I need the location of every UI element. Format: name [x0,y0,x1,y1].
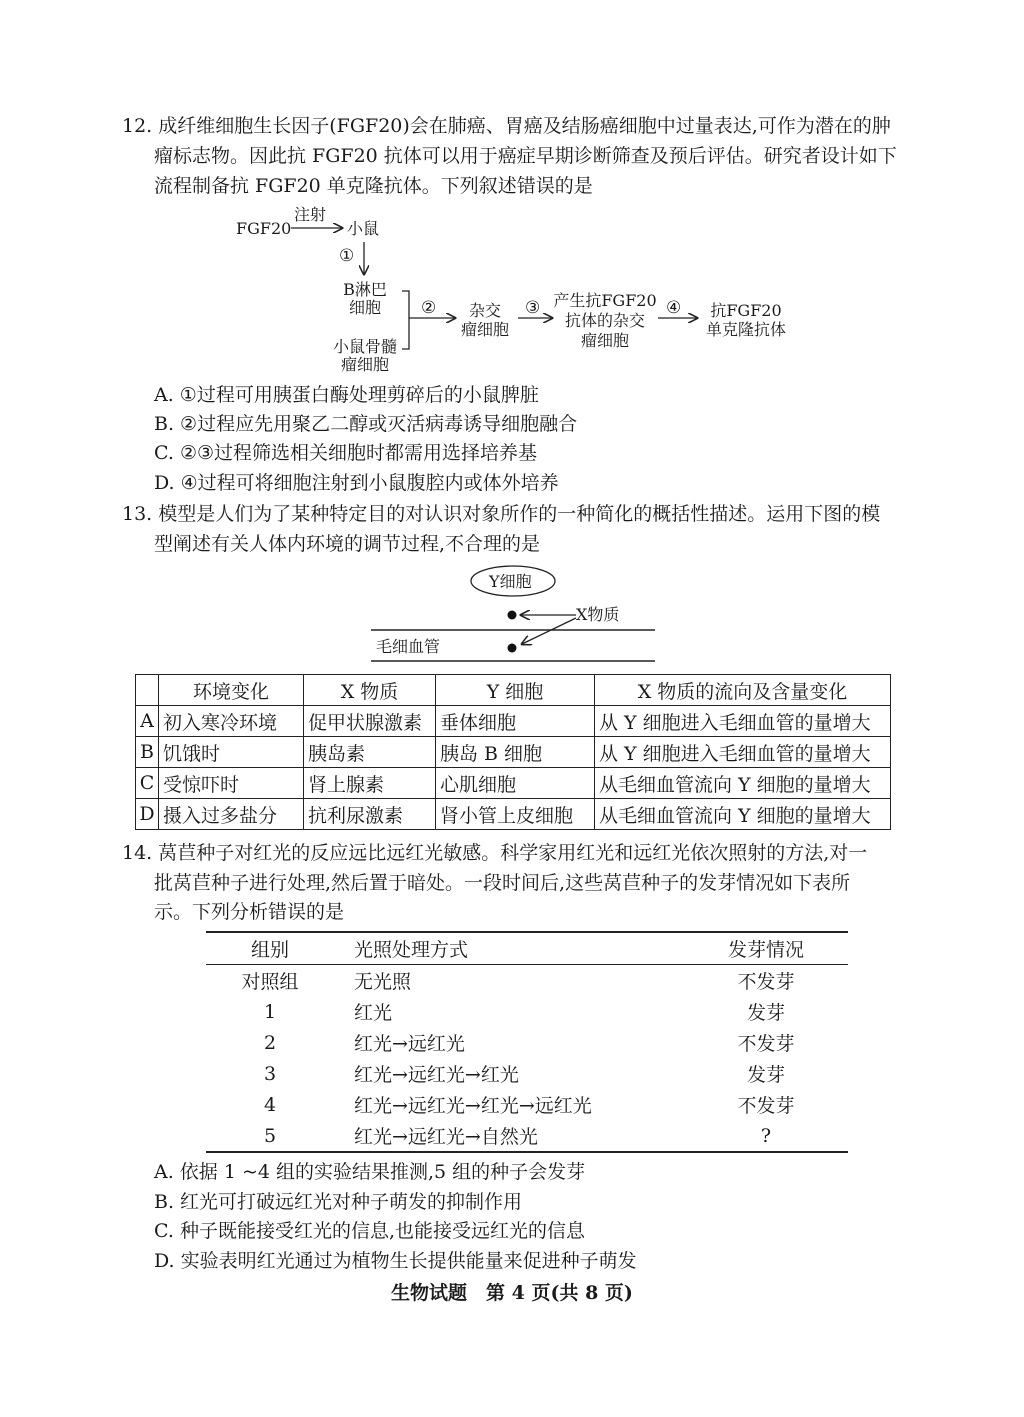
q12-option-a: A. ①过程可用胰蛋白酶处理剪碎后的小鼠脾脏 [154,384,539,406]
page-footer: 生物试题 第 4 页(共 8 页) [391,1282,633,1304]
table-cell: 促甲状腺激素 [304,706,436,737]
table-row [136,706,891,737]
germination-cell: 发芽 [746,1002,785,1024]
q12-stem-line-3: 流程制备抗 FGF20 单克隆抗体。下列叙述错误的是 [154,175,593,197]
q12-stem-line-2: 瘤标志物。因此抗 FGF20 抗体可以用于癌症早期诊断筛查及预后评估。研究者设计如下 [154,145,897,167]
header-cell: 发芽情况 [684,932,848,965]
header-cell: X 物质的流向及含量变化 [595,675,891,706]
table-cell: 从 Y 细胞进入毛细血管的量增大 [595,706,891,737]
q14-table [206,931,848,1153]
table-cell: 饥饿时 [159,737,304,768]
q14-option-c: C. 种子既能接受红光的信息,也能接受远红光的信息 [154,1220,585,1242]
q13-stem-line-1: 13. 模型是人们为了某种特定目的对认识对象所作的一种简化的概括性描述。运用下图的模 [122,503,881,525]
group-cell: 2 [263,1031,277,1054]
x-substance-dot-upper [508,611,517,620]
y-cell-label: Y细胞 [489,572,532,591]
row-label: B [136,737,159,768]
table-row [136,799,891,830]
table-row [206,1089,848,1120]
myeloma-label-2: 瘤细胞 [340,355,389,374]
light-treatment-cell: 红光→远红光→红光 [354,1064,519,1086]
positive-hybridoma-label-1: 产生抗FGF20 [553,291,657,310]
fgf20-label: FGF20 [236,219,292,238]
hybridoma-label-2: 瘤细胞 [460,320,509,339]
group-cell: 对照组 [241,971,299,993]
table-row [206,1058,848,1089]
hybridoma-label-1: 杂交 [468,301,501,320]
light-treatment-cell: 红光→远红光 [354,1033,465,1055]
header-cell: 环境变化 [159,675,304,706]
row-label: D [136,799,159,830]
group-cell: 5 [206,1120,334,1152]
positive-hybridoma-label-3: 瘤细胞 [580,331,629,350]
table-cell: 从毛细血管流向 Y 细胞的量增大 [595,799,891,830]
step2-label: ② [421,298,437,318]
table-cell: 垂体细胞 [436,706,595,737]
step1-label: ① [339,246,355,266]
q14-stem-line-2: 批莴苣种子进行处理,然后置于暗处。一段时间后,这些莴苣种子的发芽情况如下表所 [154,872,851,894]
q12-stem-line-1: 12. 成纤维细胞生长因子(FGF20)会在肺癌、胃癌及结肠癌细胞中过量表达,可作为潜在的肿 [122,115,891,137]
table-row [206,965,848,997]
row-label: A [136,706,159,737]
mouse-label: 小鼠 [347,219,380,238]
antibody-label-1: 抗FGF20 [710,301,782,320]
light-treatment-cell: 红光 [354,1002,393,1024]
germination-cell: 不发芽 [737,1095,795,1117]
group-cell: 3 [263,1062,277,1085]
q13-table [135,674,891,830]
table-row [206,996,848,1027]
table-row [136,768,891,799]
q12-option-b: B. ②过程应先用聚乙二醇或灭活病毒诱导细胞融合 [154,413,578,435]
q14-option-d: D. 实验表明红光通过为植物生长提供能量来促进种子萌发 [154,1250,637,1272]
germination-cell: ? [684,1120,848,1152]
row-label: C [136,768,159,799]
header-cell: 组别 [206,932,334,965]
group-cell: 4 [263,1093,277,1116]
table-cell: 从 Y 细胞进入毛细血管的量增大 [595,737,891,768]
q12-option-d: D. ④过程可将细胞注射到小鼠腹腔内或体外培养 [154,472,559,494]
table-cell: 初入寒冷环境 [159,706,304,737]
header-cell: 光照处理方式 [334,932,684,965]
table-cell: 肾上腺素 [304,768,436,799]
table-cell: 受惊吓时 [159,768,304,799]
table-cell: 胰岛 B 细胞 [436,737,595,768]
step3-label: ③ [525,298,541,318]
table-row [136,737,891,768]
q14-option-a: A. 依据 1 ~4 组的实验结果推测,5 组的种子会发芽 [154,1161,586,1183]
antibody-label-2: 单克隆抗体 [705,320,786,339]
q14-option-b: B. 红光可打破远红光对种子萌发的抑制作用 [154,1191,523,1213]
q14-stem-line-1: 14. 莴苣种子对红光的反应远比远红光敏感。科学家用红光和远红光依次照射的方法,对一 [122,842,868,864]
germination-cell: 不发芽 [737,1033,795,1055]
table-header-row [206,932,848,965]
table-cell: 抗利尿激素 [304,799,436,830]
q13-stem-line-2: 型阐述有关人体内环境的调节过程,不合理的是 [154,533,541,555]
inject-label: 注射 [294,205,327,224]
header-cell: Y 细胞 [436,675,595,706]
b-cell-label-2: 细胞 [348,298,381,317]
light-treatment-cell: 无光照 [354,971,412,993]
positive-hybridoma-label-2: 抗体的杂交 [564,311,645,330]
q12-option-c: C. ②③过程筛选相关细胞时都需用选择培养基 [154,442,538,464]
light-treatment-cell: 红光→远红光→红光→远红光 [354,1095,592,1117]
b-cell-label-1: B淋巴 [343,280,387,299]
header-cell: X 物质 [304,675,436,706]
myeloma-label-1: 小鼠骨髓 [332,337,397,356]
q14-stem-line-3: 示。下列分析错误的是 [154,901,345,923]
table-cell: 肾小管上皮细胞 [436,799,595,830]
light-treatment-cell: 红光→远红光→自然光 [334,1120,684,1152]
table-header-row [136,675,891,706]
capillary-label: 毛细血管 [376,637,441,656]
germination-cell: 发芽 [746,1064,785,1086]
header-cell [136,675,159,706]
table-cell: 胰岛素 [304,737,436,768]
x-to-lower-arrow [522,618,576,644]
step4-label: ④ [666,298,682,318]
table-row [206,1120,848,1152]
table-cell: 摄入过多盐分 [159,799,304,830]
x-substance-dot-lower [508,644,517,653]
group-cell: 1 [263,1000,277,1023]
table-cell: 从毛细血管流向 Y 细胞的量增大 [595,768,891,799]
table-cell: 心肌细胞 [436,768,595,799]
germination-cell: 不发芽 [737,971,795,993]
table-row [206,1027,848,1058]
x-substance-label: X物质 [576,605,620,624]
